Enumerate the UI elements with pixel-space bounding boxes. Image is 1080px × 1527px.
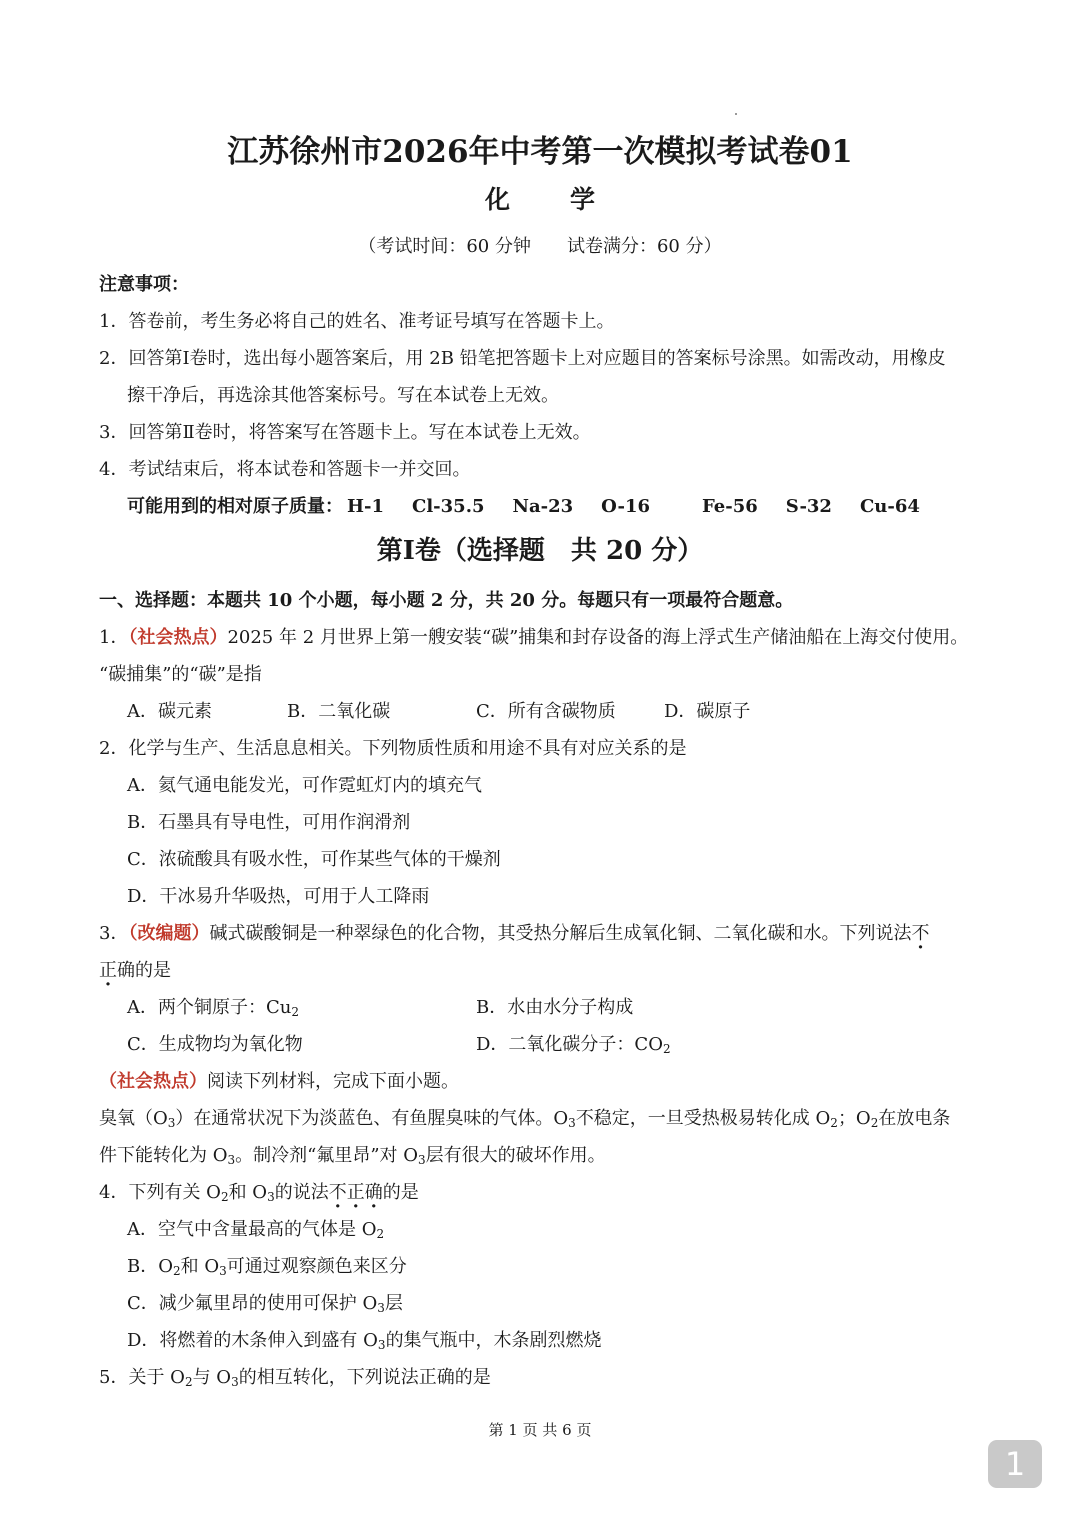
atomic-mass-h: H-1 [347,496,385,517]
material-intro: （社会热点）阅读下列材料，完成下面小题。 [99,1071,459,1092]
question-2-option-a: A．氦气通电能发光，可作霓虹灯内的填充气 [127,775,482,796]
atomic-mass-label: 可能用到的相对原子质量： [127,496,343,517]
scan-speck [735,113,737,115]
question-1-stem [99,626,968,650]
page-number-badge[interactable]: 1 [988,1440,1042,1488]
material-tag: （社会热点） [99,1071,207,1092]
atomic-masses [127,495,948,519]
question-1-option-a: A．碳元素 [127,701,212,722]
notice-heading: 注意事项： [99,274,189,295]
question-4-option-a: A．空气中含量最高的气体是 $O_2$ [127,1219,385,1241]
notice-item-1: 1．答卷前，考生务必将自己的姓名、准考证号填写在答题卡上。 [99,311,615,332]
question-3-option-a: A．两个铜原子：$Cu_2$ [127,997,300,1019]
material-paragraph-line-1: 臭氧$(O_3)$在通常状况下为淡蓝色、有鱼腥臭味的气体。$O_3$不稳定，一旦受热极易转化成 $O_2$；$O_2$在放电条 [99,1108,951,1130]
question-3-stem-cont [99,959,171,983]
question-3-option-b: B．水由水分子构成 [476,997,634,1018]
question-4-option-d: D．将燃着的木条伸入到盛有 $O_3$的集气瓶中，木条剧烈燃烧 [127,1330,602,1352]
atomic-mass-s: S-32 [785,496,832,517]
question-1-text: 2025 年 2 月世界上第一艘安装“碳”捕集和封存设备的海上浮式生产储油船在上海交付使用。 [227,627,969,648]
question-4-option-b: B．$O_2$和 $O_3$可通过观察颜色来区分 [127,1256,407,1278]
exam-info: （考试时间：60 分钟 试卷满分：60 分） [358,236,722,257]
question-2-option-d: D．干冰易升华吸热，可用于人工降雨 [127,886,430,907]
question-5-stem: 5．关于 $O_2$与 $O_3$的相互转化，下列说法正确的是 [99,1367,491,1389]
atomic-mass-na: Na-23 [512,496,574,517]
question-1-tag: （社会热点） [128,627,228,648]
question-1-option-b: B．二氧化碳 [287,701,391,722]
atomic-mass-cl: Cl-35.5 [412,496,485,517]
notice-item-2-cont: 擦干净后，再选涂其他答案标号。写在本试卷上无效。 [127,385,559,406]
emphasis-char: 不 [911,923,930,944]
question-3-stem [99,922,929,946]
paper-title: 江苏徐州市2026年中考第一次模拟考试卷01 [227,134,853,170]
question-1-stem-cont: “碳捕集”的“碳”是指 [99,664,262,685]
question-2-stem: 2．化学与生产、生活息息相关。下列物质性质和用途不具有对应关系的是 [99,738,687,759]
emphasis-char: 不 [328,1182,347,1203]
emphasis-char: 确 [364,1182,383,1203]
emphasis-char: 正 [99,960,117,981]
question-2-option-b: B．石墨具有导电性，可用作润滑剂 [127,812,411,833]
material-paragraph-line-2: 件下能转化为 $O_3$。制冷剂“氟里昂”对 $O_3$层有很大的破坏作用。 [99,1145,606,1167]
question-1-option-c: C．所有含碳物质 [476,701,616,722]
question-4-stem: 4．下列有关 $O_2$和 $O_3$的说法不正确的是 [99,1182,419,1204]
emphasis-char: 正 [346,1182,365,1203]
question-2-option-c: C．浓硫酸具有吸水性，可作某些气体的干燥剂 [127,849,501,870]
question-3-text: 碱式碳酸铜是一种翠绿色的化合物，其受热分解后生成氧化铜、二氧化碳和水。下列说法 [209,923,912,944]
question-3-text-cont: 确的是 [117,960,171,981]
question-1-number: 1． [99,627,129,648]
atomic-mass-o: O-16 [601,496,650,517]
question-3-option-d: D．二氧化碳分子：$CO_2$ [476,1034,671,1056]
section-instruction: 一、选择题：本题共 10 个小题，每小题 2 分，共 20 分。每题只有一项最符合题意。 [99,590,794,611]
question-4-option-c: C．减少氟里昂的使用可保护 $O_3$层 [127,1293,403,1315]
page-footer: 第 1 页 共 6 页 [488,1421,592,1439]
question-1-option-d: D．碳原子 [664,701,751,722]
atomic-mass-cu: Cu-64 [859,496,920,517]
notice-item-3: 3．回答第Ⅱ卷时，将答案写在答题卡上。写在本试卷上无效。 [99,422,591,443]
question-3-number: 3． [99,923,129,944]
atomic-mass-fe: Fe-56 [702,496,758,517]
subject-title: 化学 [484,185,655,214]
section-title: 第Ⅰ卷（选择题 共 20 分） [376,536,704,566]
notice-item-4: 4．考试结束后，将本试卷和答题卡一并交回。 [99,459,471,480]
question-3-option-c: C．生成物均为氧化物 [127,1034,303,1055]
notice-item-2: 2．回答第Ⅰ卷时，选出每小题答案后，用 2B 铅笔把答题卡上对应题目的答案标号涂黑。如需改动，用橡皮 [99,348,946,369]
question-3-tag: （改编题） [128,923,210,944]
